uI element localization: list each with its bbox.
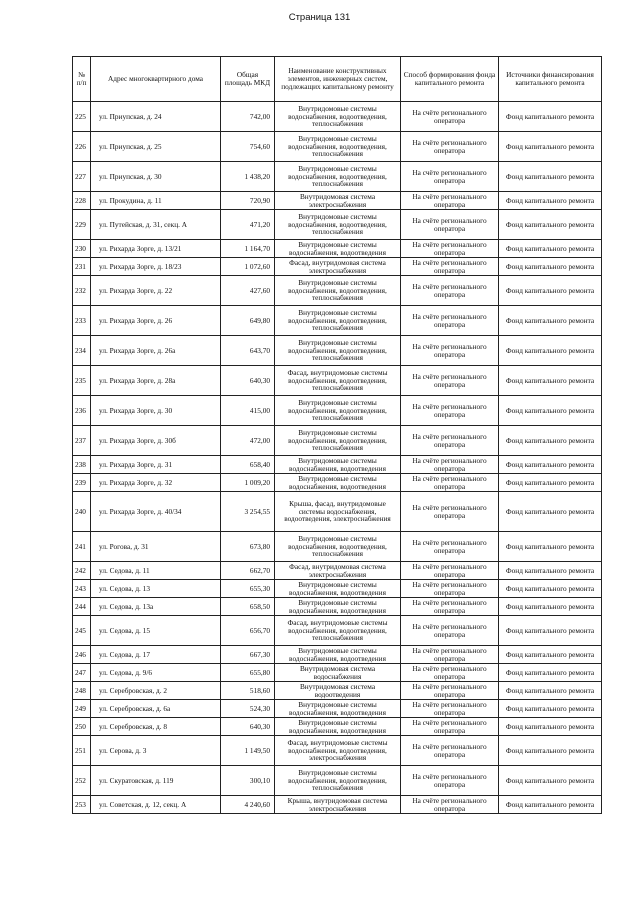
table-row [73,162,602,192]
row-source: Фонд капитального ремонта [499,664,602,682]
row-address: ул. Серебровская, д. 2 [91,682,221,700]
row-number: 243 [73,580,91,598]
row-address: ул. Серебровская, д. 6а [91,700,221,718]
header-number: № п/п [73,57,91,102]
row-address: ул. Прокудина, д. 11 [91,192,221,210]
row-method: На счёте регионального оператора [401,276,499,306]
row-area: 742,00 [221,102,275,132]
row-elements: Внутридомовые системы водоснабжения, водоотведения [275,240,401,258]
row-number: 252 [73,766,91,796]
row-area: 655,80 [221,664,275,682]
row-number: 245 [73,616,91,646]
row-method: На счёте регионального оператора [401,240,499,258]
row-area: 658,40 [221,456,275,474]
row-source: Фонд капитального ремонта [499,736,602,766]
row-address: ул. Приупская, д. 30 [91,162,221,192]
row-method: На счёте регионального оператора [401,426,499,456]
row-method: На счёте регионального оператора [401,306,499,336]
row-source: Фонд капитального ремонта [499,616,602,646]
page-title: Страница 131 [288,12,351,23]
row-elements: Внутридомовые системы водоснабжения, водоотведения [275,456,401,474]
table-row [73,474,602,492]
row-address: ул. Седова, д. 13 [91,580,221,598]
row-source: Фонд капитального ремонта [499,580,602,598]
row-number: 239 [73,474,91,492]
table-row [73,796,602,814]
row-number: 238 [73,456,91,474]
row-elements: Фасад, внутридомовая система электроснабжения [275,258,401,276]
row-method: На счёте регионального оператора [401,532,499,562]
header-area: Общая площадь МКД [221,57,275,102]
row-source: Фонд капитального ремонта [499,258,602,276]
row-address: ул. Скуратовская, д. 119 [91,766,221,796]
row-method: На счёте регионального оператора [401,456,499,474]
row-method: На счёте регионального оператора [401,258,499,276]
row-number: 246 [73,646,91,664]
table-row [73,598,602,616]
row-method: На счёте регионального оператора [401,102,499,132]
row-elements: Внутридомовая система водоотведения [275,682,401,700]
row-source: Фонд капитального ремонта [499,396,602,426]
row-area: 673,80 [221,532,275,562]
row-number: 250 [73,718,91,736]
row-number: 249 [73,700,91,718]
row-source: Фонд капитального ремонта [499,162,602,192]
row-method: На счёте регионального оператора [401,396,499,426]
table-row [73,456,602,474]
row-address: ул. Путейская, д. 31, секц. А [91,210,221,240]
row-elements: Внутридомовые системы водоснабжения, водоотведения, теплоснабжения [275,306,401,336]
row-area: 640,30 [221,366,275,396]
row-address: ул. Рихарда Зорге, д. 40/34 [91,492,221,532]
table-row [73,306,602,336]
table-row [73,258,602,276]
table-row [73,562,602,580]
row-method: На счёте регионального оператора [401,366,499,396]
row-source: Фонд капитального ремонта [499,276,602,306]
table-row [73,718,602,736]
row-number: 236 [73,396,91,426]
row-address: ул. Рихарда Зорге, д. 30б [91,426,221,456]
row-area: 415,00 [221,396,275,426]
row-elements: Внутридомовые системы водоснабжения, водоотведения, теплоснабжения [275,396,401,426]
row-method: На счёте регионального оператора [401,562,499,580]
row-method: На счёте регионального оператора [401,336,499,366]
row-address: ул. Рихарда Зорге, д. 26 [91,306,221,336]
table-header-row [73,57,602,102]
row-address: ул. Рихарда Зорге, д. 26а [91,336,221,366]
row-elements: Внутридомовые системы водоснабжения, водоотведения, теплоснабжения [275,102,401,132]
row-address: ул. Рихарда Зорге, д. 31 [91,456,221,474]
row-elements: Внутридомовые системы водоснабжения, водоотведения, теплоснабжения [275,426,401,456]
row-area: 1 164,70 [221,240,275,258]
header-elements: Наименование конструктивных элементов, инженерных систем, подлежащих капитальному ремонту [275,57,401,102]
row-number: 244 [73,598,91,616]
row-source: Фонд капитального ремонта [499,210,602,240]
row-address: ул. Рихарда Зорге, д. 32 [91,474,221,492]
row-method: На счёте регионального оператора [401,682,499,700]
row-number: 234 [73,336,91,366]
row-area: 4 240,60 [221,796,275,814]
row-address: ул. Рихарда Зорге, д. 30 [91,396,221,426]
row-area: 655,30 [221,580,275,598]
row-source: Фонд капитального ремонта [499,366,602,396]
header-source: Источники финансирования капитального ремонта [499,57,602,102]
table-row [73,132,602,162]
row-number: 231 [73,258,91,276]
row-area: 471,20 [221,210,275,240]
row-address: ул. Седова, д. 17 [91,646,221,664]
table-row [73,532,602,562]
table-row [73,276,602,306]
row-area: 754,60 [221,132,275,162]
row-source: Фонд капитального ремонта [499,682,602,700]
row-area: 518,60 [221,682,275,700]
table-row [73,102,602,132]
row-source: Фонд капитального ремонта [499,646,602,664]
row-elements: Внутридомовые системы водоснабжения, водоотведения, теплоснабжения [275,336,401,366]
row-method: На счёте регионального оператора [401,580,499,598]
row-number: 242 [73,562,91,580]
row-number: 247 [73,664,91,682]
row-number: 227 [73,162,91,192]
row-area: 649,80 [221,306,275,336]
row-source: Фонд капитального ремонта [499,456,602,474]
row-elements: Крыша, фасад, внутридомовые системы водоснабжения, водоотведения, электроснабжения [275,492,401,532]
table-row [73,700,602,718]
row-elements: Внутридомовые системы водоснабжения, водоотведения [275,580,401,598]
row-source: Фонд капитального ремонта [499,306,602,336]
row-address: ул. Приупская, д. 25 [91,132,221,162]
row-area: 720,90 [221,192,275,210]
row-area: 656,70 [221,616,275,646]
row-number: 241 [73,532,91,562]
row-area: 1 072,60 [221,258,275,276]
header-address: Адрес многоквартирного дома [91,57,221,102]
row-source: Фонд капитального ремонта [499,532,602,562]
table-row [73,396,602,426]
row-elements: Внутридомовые системы водоснабжения, водоотведения [275,474,401,492]
row-address: ул. Седова, д. 9/6 [91,664,221,682]
row-address: ул. Рогова, д. 31 [91,532,221,562]
table-row [73,426,602,456]
row-elements: Внутридомовые системы водоснабжения, водоотведения, теплоснабжения [275,132,401,162]
row-number: 233 [73,306,91,336]
row-source: Фонд капитального ремонта [499,796,602,814]
row-area: 662,70 [221,562,275,580]
row-elements: Внутридомовые системы водоснабжения, водоотведения, теплоснабжения [275,210,401,240]
row-address: ул. Серебровская, д. 8 [91,718,221,736]
row-area: 667,30 [221,646,275,664]
row-address: ул. Рихарда Зорге, д. 18/23 [91,258,221,276]
row-method: На счёте регионального оператора [401,796,499,814]
row-source: Фонд капитального ремонта [499,240,602,258]
row-method: На счёте регионального оператора [401,162,499,192]
header-method: Способ формирования фонда капитального ремонта [401,57,499,102]
table-row [73,210,602,240]
row-source: Фонд капитального ремонта [499,336,602,366]
row-source: Фонд капитального ремонта [499,102,602,132]
row-address: ул. Советская, д. 12, секц. А [91,796,221,814]
capital-repair-table [72,56,602,814]
row-address: ул. Рихарда Зорге, д. 28а [91,366,221,396]
row-elements: Крыша, внутридомовая система электроснабжения [275,796,401,814]
row-area: 472,00 [221,426,275,456]
table-row [73,580,602,598]
table-row [73,192,602,210]
row-elements: Внутридомовые системы водоснабжения, водоотведения, теплоснабжения [275,532,401,562]
row-area: 300,10 [221,766,275,796]
row-number: 248 [73,682,91,700]
row-source: Фонд капитального ремонта [499,766,602,796]
row-elements: Внутридомовые системы водоснабжения, водоотведения [275,646,401,664]
row-address: ул. Седова, д. 13а [91,598,221,616]
row-area: 658,50 [221,598,275,616]
table-row [73,616,602,646]
row-method: На счёте регионального оператора [401,210,499,240]
row-source: Фонд капитального ремонта [499,474,602,492]
table-body [73,102,602,814]
row-method: На счёте регионального оператора [401,192,499,210]
row-area: 3 254,55 [221,492,275,532]
row-source: Фонд капитального ремонта [499,598,602,616]
row-method: На счёте регионального оператора [401,718,499,736]
row-number: 237 [73,426,91,456]
row-number: 228 [73,192,91,210]
table-row [73,366,602,396]
row-method: На счёте регионального оператора [401,492,499,532]
row-address: ул. Серова, д. 3 [91,736,221,766]
row-source: Фонд капитального ремонта [499,718,602,736]
row-address: ул. Рихарда Зорге, д. 13/21 [91,240,221,258]
row-elements: Внутридомовая система электроснабжения [275,192,401,210]
row-method: На счёте регионального оператора [401,766,499,796]
row-elements: Фасад, внутридомовая система электроснабжения [275,562,401,580]
row-source: Фонд капитального ремонта [499,132,602,162]
row-method: На счёте регионального оператора [401,646,499,664]
row-elements: Внутридомовые системы водоснабжения, водоотведения [275,718,401,736]
row-elements: Внутридомовые системы водоснабжения, водоотведения [275,598,401,616]
row-elements: Фасад, внутридомовые системы водоснабжения, водоотведения, теплоснабжения [275,366,401,396]
row-elements: Внутридомовая система водоснабжения [275,664,401,682]
row-number: 253 [73,796,91,814]
row-source: Фонд капитального ремонта [499,426,602,456]
row-address: ул. Седова, д. 11 [91,562,221,580]
row-area: 640,30 [221,718,275,736]
row-address: ул. Приупская, д. 24 [91,102,221,132]
row-elements: Внутридомовые системы водоснабжения, водоотведения, теплоснабжения [275,162,401,192]
row-source: Фонд капитального ремонта [499,700,602,718]
row-elements: Фасад, внутридомовые системы водоснабжения, водоотведения, теплоснабжения [275,616,401,646]
row-number: 229 [73,210,91,240]
row-source: Фонд капитального ремонта [499,562,602,580]
row-number: 225 [73,102,91,132]
table-row [73,492,602,532]
table-row [73,646,602,664]
table-row [73,336,602,366]
row-area: 1 438,20 [221,162,275,192]
row-elements: Внутридомовые системы водоснабжения, водоотведения, теплоснабжения [275,276,401,306]
row-method: На счёте регионального оператора [401,616,499,646]
row-address: ул. Седова, д. 15 [91,616,221,646]
table-row [73,664,602,682]
row-source: Фонд капитального ремонта [499,192,602,210]
row-number: 240 [73,492,91,532]
row-elements: Внутридомовые системы водоснабжения, водоотведения, теплоснабжения [275,766,401,796]
table-row [73,682,602,700]
row-method: На счёте регионального оператора [401,664,499,682]
row-area: 1 149,50 [221,736,275,766]
row-method: На счёте регионального оператора [401,736,499,766]
row-number: 235 [73,366,91,396]
row-method: На счёте регионального оператора [401,474,499,492]
row-number: 251 [73,736,91,766]
table-row [73,240,602,258]
row-source: Фонд капитального ремонта [499,492,602,532]
row-number: 226 [73,132,91,162]
row-method: На счёте регионального оператора [401,132,499,162]
row-address: ул. Рихарда Зорге, д. 22 [91,276,221,306]
row-area: 643,70 [221,336,275,366]
row-number: 230 [73,240,91,258]
table-row [73,736,602,766]
table-row [73,766,602,796]
row-elements: Фасад, внутридомовые системы водоснабжения, водоотведения, электроснабжения [275,736,401,766]
row-method: На счёте регионального оператора [401,700,499,718]
row-elements: Внутридомовые системы водоснабжения, водоотведения [275,700,401,718]
row-method: На счёте регионального оператора [401,598,499,616]
row-area: 524,30 [221,700,275,718]
row-area: 1 009,20 [221,474,275,492]
row-number: 232 [73,276,91,306]
row-area: 427,60 [221,276,275,306]
